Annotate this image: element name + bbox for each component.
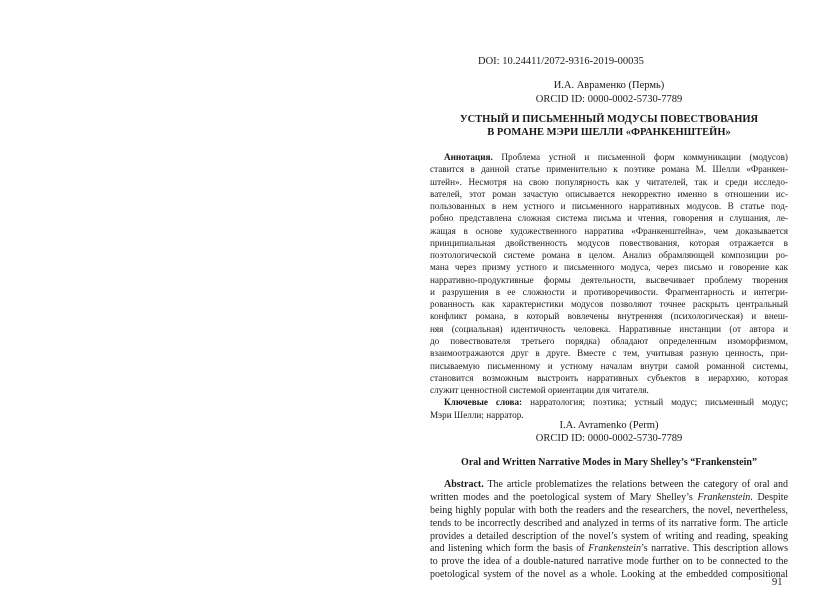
- abstract-ru-line: Аннотация. Проблема устной и письменной форм коммуникации (модусов): [444, 152, 788, 162]
- abstract-en-line: to prove the idea of a double-natured narrative mode further on to be connected to the: [430, 556, 788, 568]
- abstract-ru-line: служит ценностной системой ориентации для читателя.: [430, 385, 649, 396]
- abstract-en: [430, 479, 788, 582]
- abstract-en-line: poetological system of the novel as a whole. Looking at the embedded compositional: [430, 569, 788, 581]
- abstract-ru-line: нарративно-продуктивные формы деятельности, высвечивает проблему творения: [430, 274, 788, 285]
- abstract-en-line: and listening which form the basis of Frankenstein’s narrative. This description allows: [430, 543, 788, 555]
- author-en: I.A. Avramenko (Perm): [559, 420, 659, 431]
- abstract-en-line: tends to be incorrectly described and analyzed in terms of its narrative form. The article: [430, 517, 788, 529]
- abstract-ru-line: жащая в основе художественного нарратива «Франкенштейна», чем доказывается: [430, 225, 788, 236]
- abstract-ru-line: поэтологической системе романа в целом. Анализ обрамляющей композиции ро-: [430, 250, 788, 261]
- abstract-en-line: Abstract. The article problematizes the relations between the category of oral and: [444, 479, 788, 490]
- title-line-2: В РОМАНЕ МЭРИ ШЕЛЛИ «ФРАНКЕНШТЕЙН»: [487, 127, 731, 138]
- keywords-ru: Ключевые слова: нарратология; поэтика; устный модус; письменный модус;: [444, 397, 788, 408]
- orcid-ru: ORCID ID: 0000-0002-5730-7789: [535, 94, 683, 105]
- abstract-ru-line: становится возможным выстроить нарративных субъектов в иерархию, которая: [430, 372, 788, 383]
- abstract-ru-line: вателей, этот роман зачастую описывается некорректно именно в отношении ис-: [430, 188, 788, 199]
- abstract-ru-line: конфликт романа, в который вовлечены внутренняя (психологическая) и внеш-: [430, 311, 788, 322]
- abstract-en-line: being highly popular with both the readers and the researchers, the novel, nevertheless,: [430, 504, 788, 516]
- orcid-en: ORCID ID: 0000-0002-5730-7789: [535, 433, 683, 444]
- abstract-ru-line: рованность как характеристики модусов позволяют точнее раскрыть центральный: [430, 299, 788, 310]
- keywords-label-ru: Ключевые слова:: [444, 397, 523, 408]
- doi-line: DOI: 10.24411/2072-9316-2019-00035: [478, 56, 644, 67]
- abstract-ru-line: ставится в данной статье применительно к поэтике романа М. Шелли «Франкен-: [430, 164, 788, 175]
- abstract-label-en: Abstract.: [444, 479, 484, 490]
- author-ru: И.А. Авраменко (Пермь): [553, 80, 665, 91]
- abstract-ru-line: и разрушения в ее сложности и противоречивости. Фрагментарность и интегри-: [430, 286, 788, 297]
- abstract-ru-line: писываемую письменному и устному началам внутри самой романной системы,: [430, 360, 788, 371]
- abstract-ru-line: штейн». Несмотря на свою популярность как у читателей, так и среди исследо-: [430, 176, 788, 187]
- article-title-en: Oral and Written Narrative Modes in Mary Shelley’s “Frankenstein”: [461, 457, 757, 468]
- abstract-ru-line: взаимоотражаются друг в друге. Вместе с тем, учитывая разную ценность, при-: [430, 348, 788, 359]
- abstract-ru-line: робно представлена сложная система письма и чтения, говорения и слушания, ле-: [430, 213, 788, 224]
- abstract-ru-line: принципиальная двойственность модусов повествования, которая отражается в: [430, 237, 788, 248]
- keywords-ru-line-2: Мэри Шелли; нарратор.: [430, 409, 524, 420]
- abstract-ru-line: мана через призму устного и письменного модуса, через письмо и говорение как: [430, 262, 788, 273]
- title-line-1: УСТНЫЙ И ПИСЬМЕННЫЙ МОДУСЫ ПОВЕСТВОВАНИЯ: [459, 114, 759, 125]
- abstract-ru-line: пользованных в нем устного и письменного нарративных модусов. В статье под-: [430, 201, 788, 212]
- article-title-ru: [430, 113, 788, 139]
- abstract-ru-line: няя (социальная) идентичность человека. Нарративные инстанции (от автора и: [430, 323, 788, 334]
- abstract-en-line: written modes and the poetological system of Mary Shelley’s Frankenstein. Despite: [430, 491, 788, 503]
- abstract-en-line: provides a detailed description of the novel’s system of writing and reading, speaking: [430, 530, 788, 542]
- abstract-ru: [430, 151, 788, 421]
- page-number: 91: [772, 577, 783, 588]
- abstract-ru-line: до повествователя третьего порядка) обладают определенным изоморфизмом,: [430, 335, 788, 346]
- abstract-label-ru: Аннотация.: [444, 152, 493, 162]
